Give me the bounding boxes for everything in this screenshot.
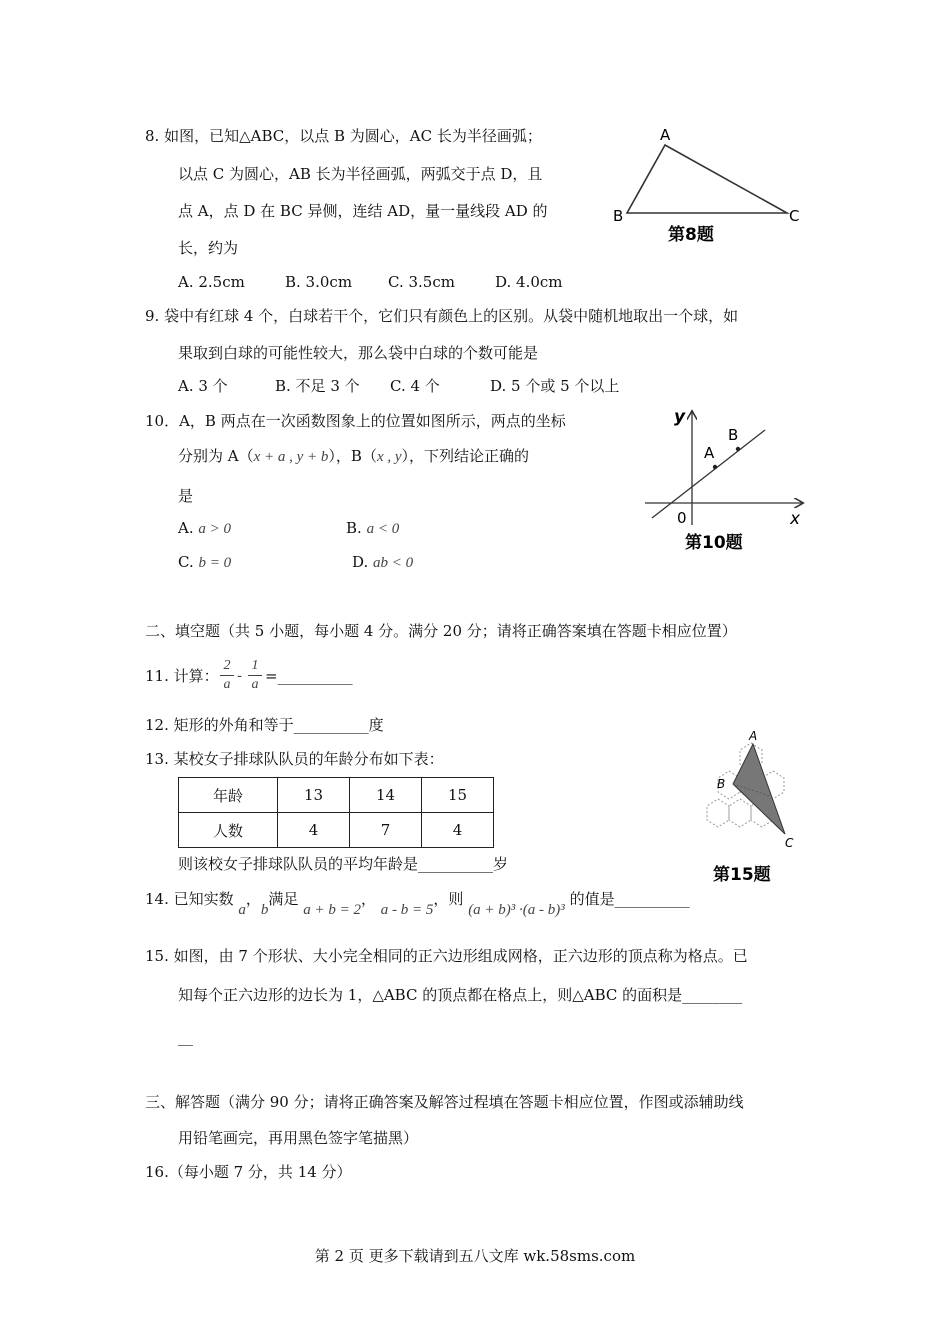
- q10-option-b-label: B.: [346, 519, 362, 537]
- q11-minus: -: [237, 668, 242, 684]
- q14-var-b: b: [260, 902, 269, 918]
- q14-comma2: ，: [360, 890, 376, 908]
- q14-mid: 满足: [268, 890, 299, 908]
- point-a: [713, 465, 717, 469]
- section2-heading: 二、填空题（共 5 小题，每小题 4 分。满分 20 分；请将正确答案填在答题卡相应位置）: [145, 622, 737, 640]
- q13-line1: 13. 某校女子排球队队员的年龄分布如下表：: [145, 750, 444, 768]
- q11-fraction2: [248, 657, 262, 694]
- q15-line2: 知每个正六边形的边长为 1，△ABC 的顶点都在格点上，则△ABC 的面积是________: [178, 986, 743, 1004]
- q12-text: 12. 矩形的外角和等于__________度: [145, 716, 384, 734]
- q8-option-c: C. 3.5cm: [388, 273, 455, 291]
- q10-option-c: [178, 552, 231, 573]
- q14-line: [145, 889, 690, 918]
- q10-line2-mid: ），B（: [328, 447, 377, 465]
- q9-option-c: C. 4 个: [390, 377, 440, 395]
- q10-option-c-label: C.: [178, 553, 194, 571]
- q8-option-d: D. 4.0cm: [495, 273, 563, 291]
- q10-option-d-label: D.: [352, 553, 369, 571]
- q11-den2: a: [251, 677, 259, 692]
- q9-option-d: D. 5 个或 5 个以上: [490, 377, 620, 395]
- q10-coord-a: x + a , y + b: [253, 449, 329, 465]
- q15-label-a: A: [749, 729, 758, 743]
- q10-coord-b: x , y: [376, 449, 402, 465]
- table-row: [179, 778, 494, 813]
- q10-label-b: B: [728, 426, 739, 444]
- y-axis-label: y: [674, 407, 686, 427]
- q9-option-b: B. 不足 3 个: [275, 377, 360, 395]
- q15-line1: 15. 如图，由 7 个形状、大小完全相同的正六边形组成网格，正六边形的顶点称为格点。已: [145, 947, 748, 965]
- point-b: [736, 447, 740, 451]
- q11-suffix: =__________: [265, 667, 353, 685]
- origin-label: 0: [677, 509, 687, 527]
- q9-option-a: A. 3 个: [178, 377, 228, 395]
- q10-line2: [178, 446, 529, 467]
- q15-hexagon-figure: [685, 728, 805, 888]
- x-axis-label: x: [790, 509, 801, 529]
- q15-caption: 第15题: [713, 865, 771, 885]
- table-row: [179, 813, 494, 848]
- q10-line2-post: ），下列结论正确的: [401, 447, 530, 465]
- q10-option-a-expr: a > 0: [198, 521, 232, 537]
- q11-prefix: 11. 计算：: [145, 667, 219, 685]
- q10-option-a-label: A.: [178, 519, 194, 537]
- page-footer: 第 2 页 更多下载请到五八文库 wk.58sms.com: [314, 1247, 636, 1265]
- q10-option-a: [178, 518, 231, 539]
- q10-option-b: [346, 518, 399, 539]
- q10-label-a: A: [704, 444, 715, 462]
- triangle-abc: [627, 145, 787, 213]
- section3-line2: 用铅笔画完，再用黑色签字笔描黑）: [178, 1129, 419, 1147]
- q10-line1: 10．A，B 两点在一次函数图象上的位置如图所示，两点的坐标: [145, 412, 566, 430]
- q15-label-c: C: [785, 836, 794, 850]
- q8-label-c: C: [789, 207, 800, 225]
- table-cell: 4: [422, 813, 494, 848]
- table-cell: 14: [350, 778, 422, 813]
- table-cell: 4: [278, 813, 350, 848]
- section3-line1: 三、解答题（满分 90 分；请将正确答案及解答过程填在答题卡相应位置，作图或添辅助线: [145, 1093, 744, 1111]
- q14-prefix: 14. 已知实数: [145, 890, 234, 908]
- q11-fraction1: [220, 657, 234, 694]
- table-cell: 13: [278, 778, 350, 813]
- table-cell: 7: [350, 813, 422, 848]
- q10-option-c-expr: b = 0: [198, 555, 232, 571]
- q10-caption: 第10题: [685, 533, 743, 553]
- q15-label-b: B: [717, 777, 726, 791]
- q8-option-b: B. 3.0cm: [285, 273, 353, 291]
- q8-line3: 点 A，点 D 在 BC 异侧，连结 AD，量一量线段 AD 的: [178, 202, 548, 220]
- q14-expr: (a + b)³ ·(a - b)³: [468, 902, 565, 918]
- table-cell: 15: [422, 778, 494, 813]
- q8-option-a: A. 2.5cm: [178, 273, 245, 291]
- q8-line2: 以点 C 为圆心，AB 长为半径画弧，两弧交于点 D，且: [178, 165, 543, 183]
- q8-line1: 8. 如图，已知△ABC，以点 B 为圆心，AC 长为半径画弧；: [145, 127, 542, 145]
- q8-label-a: A: [660, 126, 671, 144]
- q14-then: ，则: [433, 890, 464, 908]
- q8-line4: 长，约为: [178, 239, 239, 257]
- q8-label-b: B: [613, 207, 624, 225]
- q13-line2: 则该校女子排球队队员的平均年龄是__________岁: [178, 855, 509, 873]
- q14-comma1: ，: [245, 890, 261, 908]
- q10-option-d-expr: ab < 0: [373, 555, 414, 571]
- age-table: [178, 777, 494, 848]
- table-cell: 年龄: [179, 778, 278, 813]
- q10-option-d: [352, 552, 413, 573]
- q14-suffix: 的值是__________: [569, 890, 690, 908]
- q11-num2: 1: [251, 658, 259, 673]
- q9-line1: 9. 袋中有红球 4 个，白球若干个，它们只有颜色上的区别。从袋中随机地取出一个球，如: [145, 307, 739, 325]
- q10-line3: 是: [178, 487, 194, 505]
- q11-den1: a: [223, 677, 231, 692]
- q10-option-b-expr: a < 0: [366, 521, 400, 537]
- q8-caption: 第8题: [668, 225, 714, 245]
- triangle-abc-shaded: [733, 744, 785, 834]
- q14-eq1: a + b = 2: [303, 902, 361, 918]
- q10-line2-pre: 分别为 A（: [178, 447, 254, 465]
- q16-heading: 16.（每小题 7 分，共 14 分）: [145, 1163, 352, 1181]
- table-cell: 人数: [179, 813, 278, 848]
- q9-line2: 果取到白球的可能性较大，那么袋中白球的个数可能是: [178, 344, 539, 362]
- q8-triangle-figure: [605, 120, 815, 250]
- q11-num1: 2: [223, 658, 231, 673]
- q10-graph-figure: [640, 400, 810, 560]
- q15-line3: __: [178, 1028, 193, 1046]
- q14-var-a: a: [238, 902, 246, 918]
- q14-eq2: a - b = 5: [380, 902, 434, 918]
